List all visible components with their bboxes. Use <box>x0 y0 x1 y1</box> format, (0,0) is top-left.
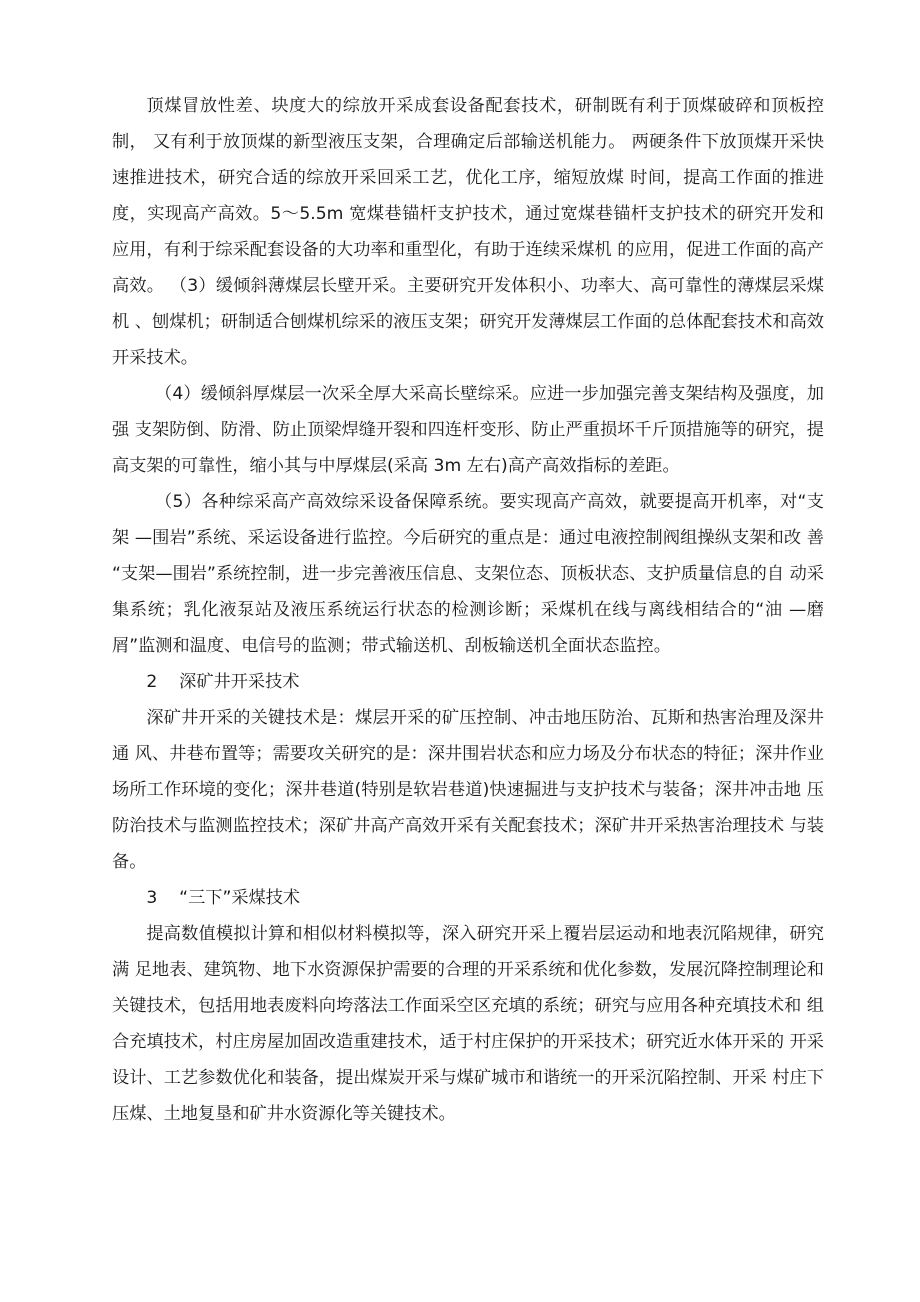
paragraph-fully-mechanized-caving: 顶煤冒放性差、块度大的综放开采成套设备配套技术，研制既有利于顶煤破碎和顶板控制， 又有利于放顶煤的新型液压支架，合理确定后部输送机能力。 两硬条件下放顶煤开采快速推进技术，研究合适的综放开采回采工艺，优化工序，缩短放煤 时间，提高工作面的推进度，实现高产高效。5～5.5m 宽煤巷锚杆支护技术，通过宽煤巷锚杆支护技术的研究开发和应用，有利于综采配套设备的大功率和重型化，有助于连续采煤机 的应用，促进工作面的高产高效。 （3）缓倾斜薄煤层长壁开采。主要研究开发体积小、功率大、高可靠性的薄煤层采煤机 、刨煤机；研制适合刨煤机综采的液压支架；研究开发薄煤层工作面的总体配套技术和高效开采技术。 <box>112 96 824 368</box>
section-heading-three-under: 3 “三下”采煤技术 <box>146 888 301 908</box>
paragraph-thick-seam-mining: （4）缓倾斜厚煤层一次采全厚大采高长壁综采。应进一步加强完善支架结构及强度，加 强 支架防倒、防滑、防止顶梁焊缝开裂和四连杆变形、防止严重损坏千斤顶措施等的研究，提 高支架的可靠性，缩小其与中厚煤层(采高 3m 左右)高产高效指标的差距。 <box>112 384 824 476</box>
section-heading-deep-mining: 2 深矿井开采技术 <box>146 672 300 692</box>
document-page <box>112 88 824 1132</box>
paragraph-three-under-mining: 提高数值模拟计算和相似材料模拟等，深入研究开采上覆岩层运动和地表沉陷规律，研究满 足地表、建筑物、地下水资源保护需要的合理的开采系统和优化参数，发展沉降控制理论和 关键技术，包括用地表废料向垮落法工作面采空区充填的系统；研究与应用各种充填技术和 组合充填技术，村庄房屋加固改造重建技术，适于村庄保护的开采技术；研究近水体开采的 开采设计、工艺参数优化和装备，提出煤炭开采与煤矿城市和谐统一的开采沉陷控制、开采 村庄下压煤、土地复垦和矿井水资源化等关键技术。 <box>112 924 824 1124</box>
paragraph-equipment-monitoring: （5）各种综采高产高效综采设备保障系统。要实现高产高效，就要提高开机率，对“支架 —围岩”系统、采运设备进行监控。今后研究的重点是：通过电液控制阀组操纵支架和改 善 “支架—围岩”系统控制，进一步完善液压信息、支架位态、顶板状态、支护质量信息的自 动采集系统；乳化液泵站及液压系统运行状态的检测诊断；采煤机在线与离线相结合的“油 —磨屑”监测和温度、电信号的监测；带式输送机、刮板输送机全面状态监控。 <box>112 492 824 656</box>
paragraph-deep-mining: 深矿井开采的关键技术是：煤层开采的矿压控制、冲击地压防治、瓦斯和热害治理及深井通 风、井巷布置等；需要攻关研究的是：深井围岩状态和应力场及分布状态的特征；深井作业 场所工作环境的变化；深井巷道(特别是软岩巷道)快速掘进与支护技术与装备；深井冲击地 压防治技术与监测监控技术；深矿井高产高效开采有关配套技术；深矿井开采热害治理技术 与装备。 <box>112 708 824 872</box>
